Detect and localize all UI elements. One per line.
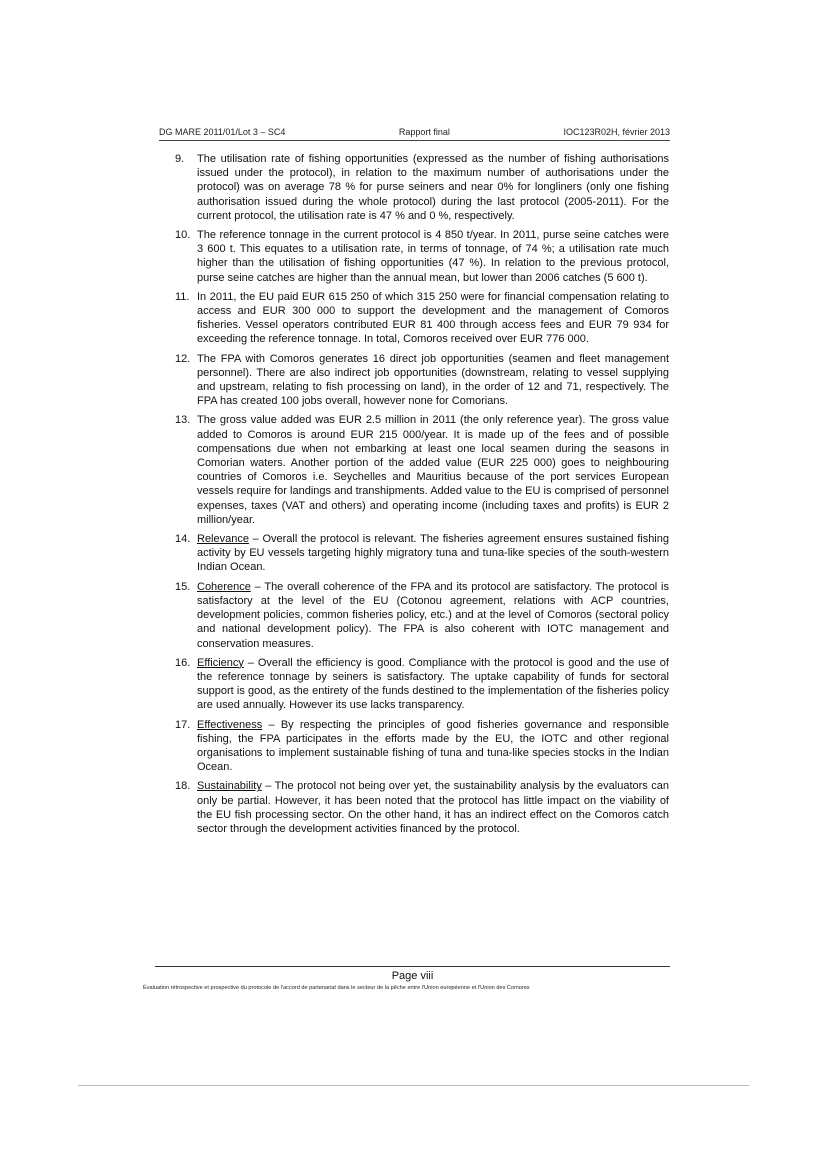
list-item	[175, 779, 669, 836]
footer-note: Évaluation rétrospective et prospective du protocole de l'accord de partenariat dans le secteur de la pêche entre l'Union européenne et l'Union des Comores	[143, 985, 530, 991]
list-item	[175, 152, 669, 223]
item-number: 13.	[175, 414, 191, 427]
list-item	[175, 228, 669, 285]
item-text: – The overall coherence of the FPA and its protocol are satisfactory. The protocol is satisfactory at the level of the EU (Cotonou agreement, relations with ACP countries, development policies, common fisheries policy, etc.) and at the level of Comoros (sectoral policy and national development policy). The FPA is also coherent with IOTC management and conservation measures.	[197, 580, 669, 650]
list-item	[175, 413, 669, 527]
item-term: Efficiency	[197, 656, 244, 669]
item-term: Sustainability	[197, 780, 262, 793]
page-number: Page viii	[391, 970, 434, 982]
item-text: – The protocol not being over yet, the sustainability analysis by the evaluators can only be partial. However, it has been noted that the protocol has little impact on the viability of the EU fish processing sector. On the other hand, it has an indirect effect on the Comoros catch sector through the development activities financed by the protocol.	[197, 780, 669, 835]
item-term: Relevance	[197, 533, 249, 546]
list-item	[175, 352, 669, 409]
item-text: – Overall the protocol is relevant. The fisheries agreement ensures sustained fishing activity by EU vessels targeting highly migratory tuna and tuna-like species of the south-western Indian Ocean.	[197, 533, 669, 574]
item-number: 17.	[175, 718, 191, 731]
item-number: 9.	[175, 153, 185, 165]
item-text: In 2011, the EU paid EUR 615 250 of which 315 250 were for financial compensation relating to access and EUR 300 000 to support the development and the management of Comoros fisheries. Vessel operators contributed EUR 81 400 through access fees and EUR 79 934 for exceeding the reference tonnage. In total, Comoros received over EUR 776 000.	[197, 290, 669, 346]
list-item	[175, 290, 669, 347]
header-left: DG MARE 2011/01/Lot 3 – SC4	[159, 127, 286, 137]
list-item	[175, 580, 669, 651]
item-number: 15.	[175, 580, 191, 593]
item-term: Effectiveness	[197, 718, 263, 731]
list-item	[175, 656, 669, 713]
item-text: – Overall the efficiency is good. Compliance with the protocol is good and the use of the reference tonnage by seiners is satisfactory. The uptake capability of funds for sectoral support is good, as the entirety of the funds destined to the implementation of the fisheries policy are used annually. However its use lacks transparency.	[197, 656, 669, 712]
item-text: The FPA with Comoros generates 16 direct job opportunities (seamen and fleet management personnel). There are also indirect job opportunities (downstream, relating to vessel supplying and upstream, relating to fish processing on land), in the order of 12 and 71, respectively. The FPA has created 100 jobs overall, however none for Comorians.	[197, 352, 669, 408]
numbered-paragraph-list	[175, 152, 669, 841]
header-center: Rapport final	[398, 127, 450, 137]
item-number: 10.	[175, 229, 191, 242]
running-header	[159, 127, 670, 141]
item-number: 18.	[175, 780, 191, 793]
item-term: Coherence	[197, 580, 251, 593]
footer-divider	[155, 966, 670, 967]
item-text: – By respecting the principles of good fisheries governance and responsible fishing, the FPA participates in the efforts made by the EU, the IOTC and other regional organisations to implement sustainable fishing of tuna and tuna-like species stocks in the Indian Ocean.	[197, 718, 669, 774]
item-body	[197, 532, 669, 575]
item-body	[197, 779, 669, 836]
page-bottom-divider	[78, 1085, 749, 1086]
item-number: 11.	[175, 290, 190, 303]
list-item	[175, 532, 669, 575]
header-right: IOC123R02H, février 2013	[563, 127, 670, 137]
item-text: The gross value added was EUR 2.5 million in 2011 (the only reference year). The gross value added to Comoros is around EUR 215 000/year. It is made up of the fees and of possible compensations due when not embarking at least one local seamen during the seasons in Comorian waters. Another portion of the added value (EUR 225 000) goes to neighbouring countries of Comoros i.e. Seychelles and Mauritius because of the port services European vessels require for landings and transhipments. Added value to the EU is comprised of personnel expenses, taxes (VAT and others) and operating income (including taxes and profits) is EUR 2 million/year.	[197, 414, 669, 526]
item-body	[197, 718, 669, 775]
item-number: 14.	[175, 533, 191, 546]
item-body	[197, 656, 669, 713]
item-text: The utilisation rate of fishing opportunities (expressed as the number of fishing authorisations issued under the protocol), in relation to the maximum number of authorisations under the protocol) was on average 78 % for purse seiners and near 0% for longliners (only one fishing authorisation issued during the whole protocol) during the last protocol (2005-2011). For the current protocol, the utilisation rate is 47 % and 0 %, respectively.	[197, 153, 669, 222]
list-item	[175, 718, 669, 775]
item-text: The reference tonnage in the current protocol is 4 850 t/year. In 2011, purse seine catches were 3 600 t. This equates to a utilisation rate, in terms of tonnage, of 74 %; a utilisation rate much higher than the utilisation of fishing opportunities (47 %). In relation to the previous protocol, purse seine catches are higher than the annual mean, but lower than 2006 catches (5 600 t).	[197, 229, 669, 284]
item-number: 12.	[175, 352, 191, 365]
item-number: 16.	[175, 656, 191, 669]
item-body	[197, 580, 669, 651]
